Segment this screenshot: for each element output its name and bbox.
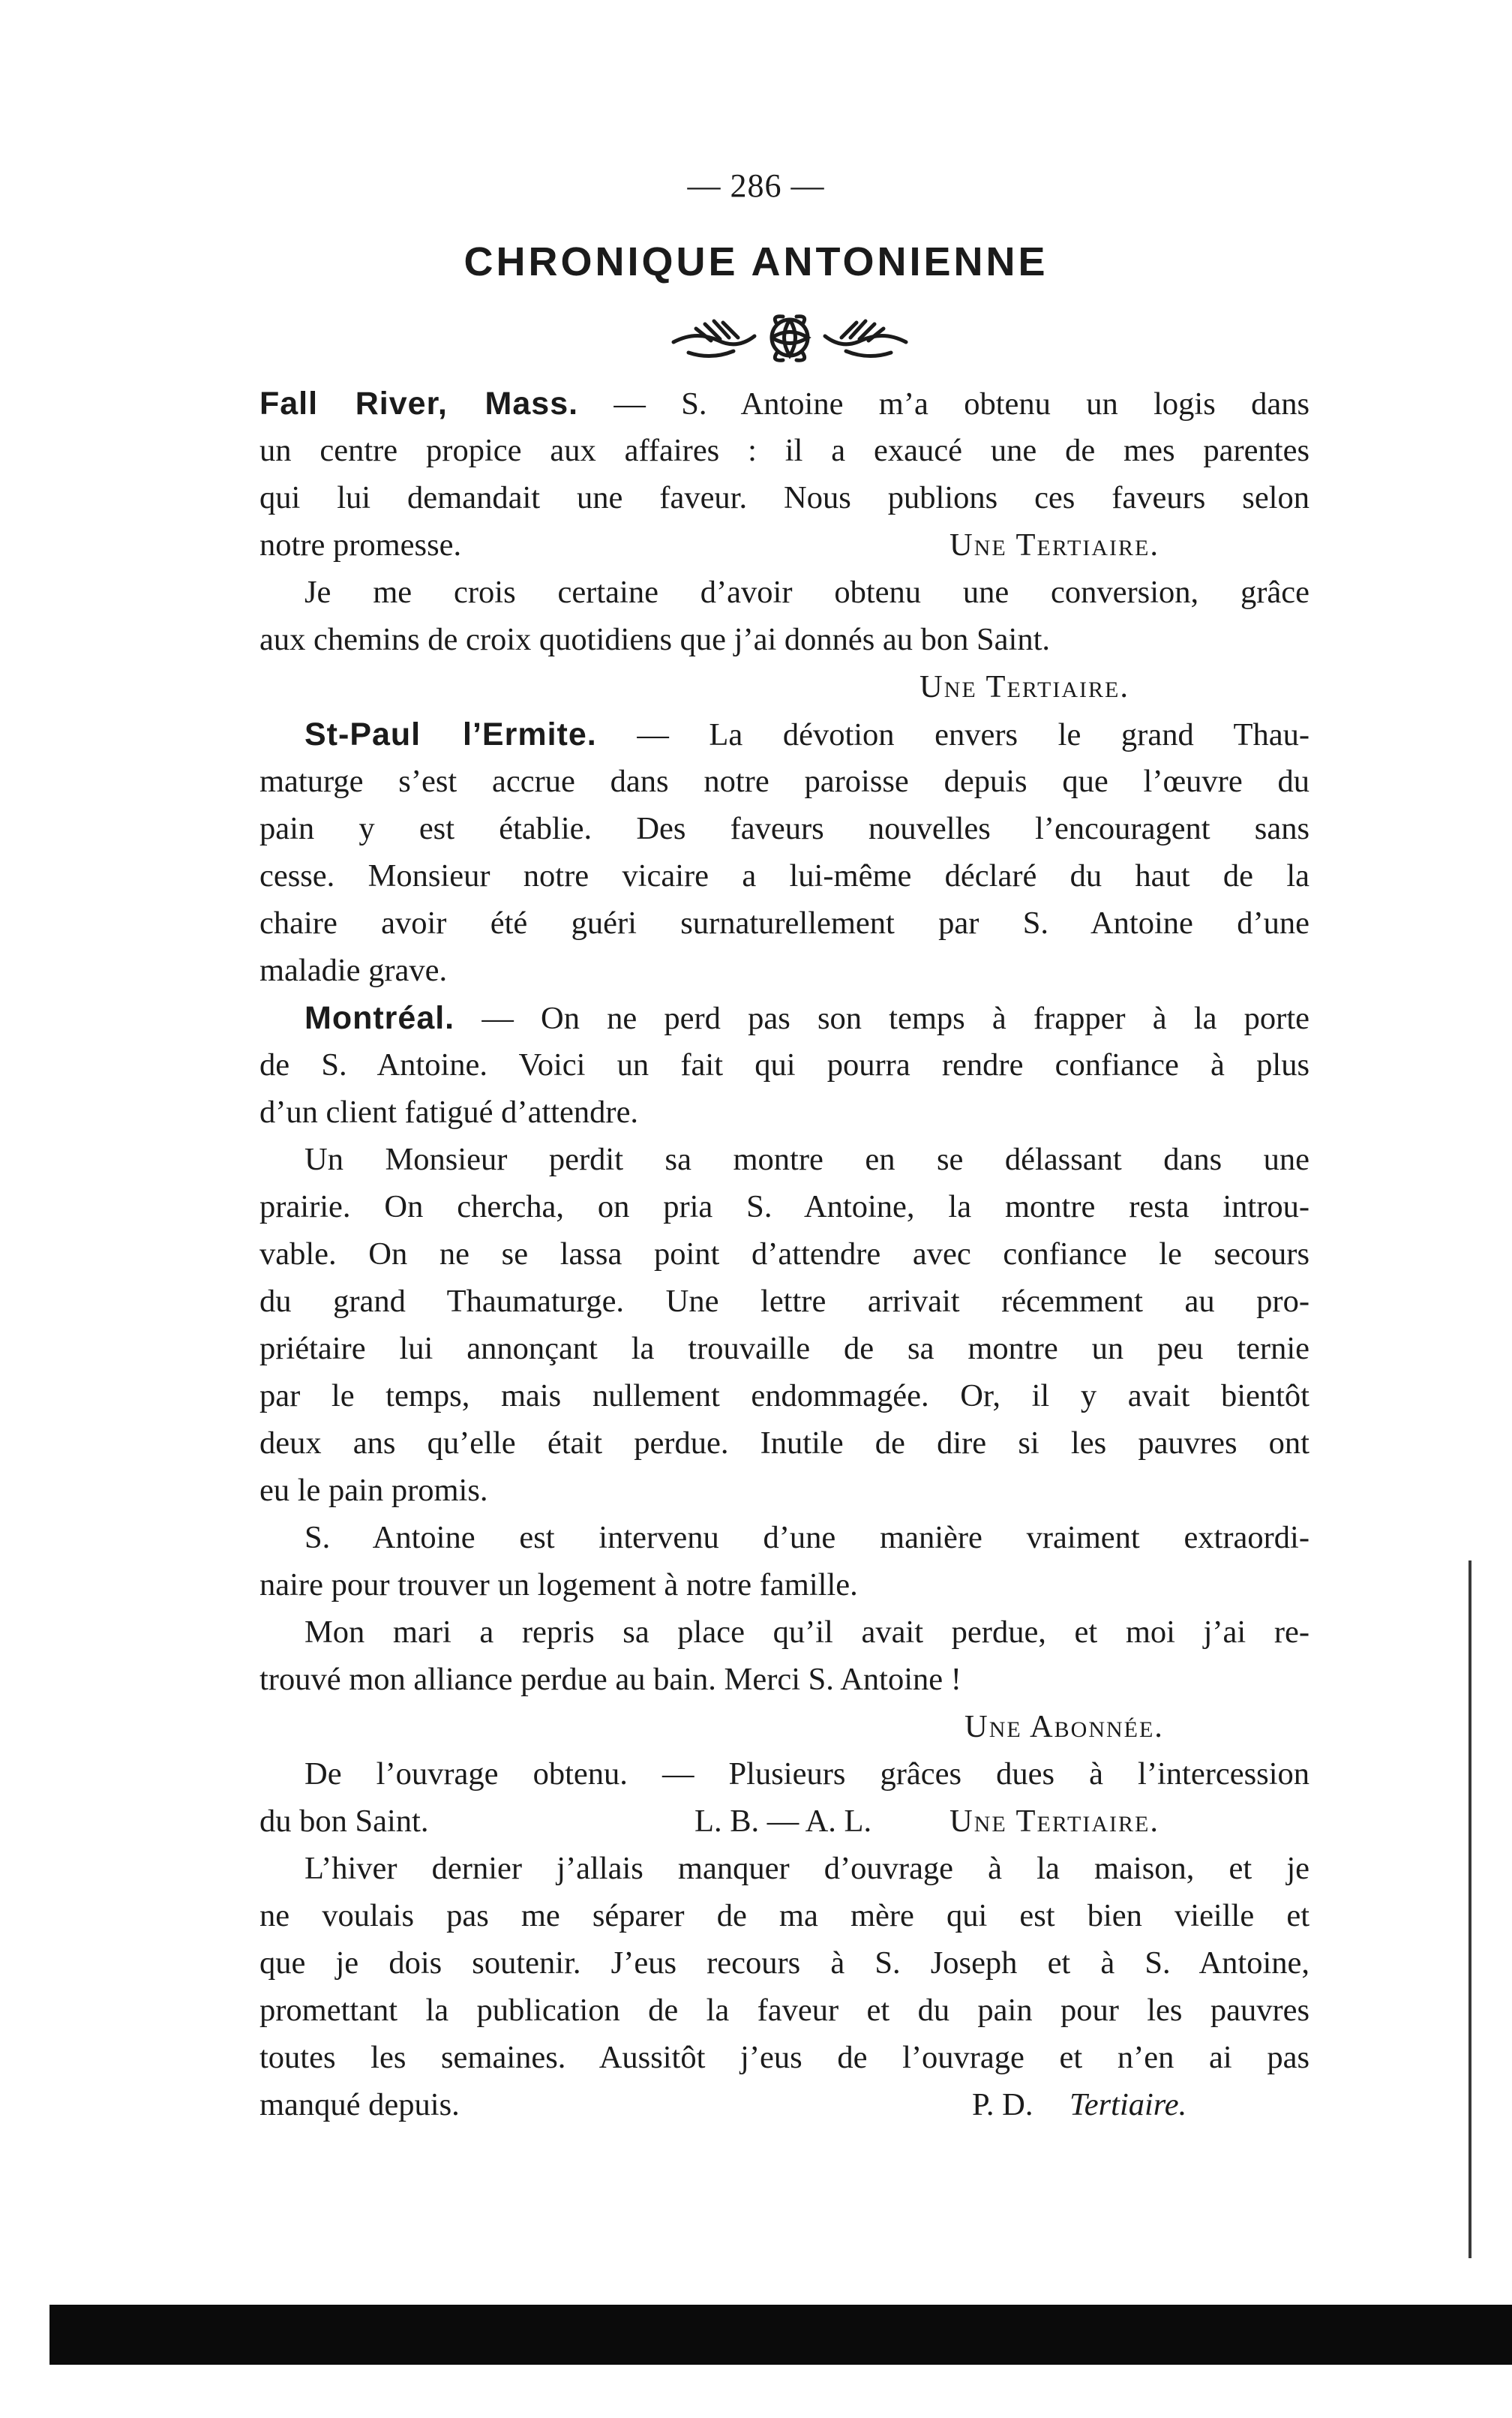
text-line: pain y est établie. Des faveurs nouvelles l’encouragent sans [260, 811, 1310, 846]
text-line: du bon Saint. L. B. — A. L. Une Tertiaire. [260, 1798, 1310, 1846]
entry-heading: Montréal. [304, 1000, 455, 1036]
text-line: Mon mari a repris sa place qu’il avait perdue, et moi j’ai re- [304, 1615, 1310, 1650]
signature: Une Abonnée. [964, 1709, 1164, 1744]
text-line: un centre propice aux affaires : il a exaucé une de mes parentes [260, 433, 1310, 468]
text-line [260, 1703, 1310, 1751]
page-title: CHRONIQUE ANTONIENNE [464, 239, 1048, 284]
text-line: naire pour trouver un logement à notre famille. [260, 1567, 858, 1602]
text-line: maturge s’est accrue dans notre paroisse depuis que l’œuvre du [260, 764, 1310, 799]
text-line: toutes les semaines. Aussitôt j’eus de l’ouvrage et n’en ai pas [260, 2040, 1310, 2075]
text-line: promettant la publication de la faveur et du pain pour les pauvres [260, 1993, 1310, 2028]
signature: Une Tertiaire. [920, 669, 1130, 704]
text-line: Un Monsieur perdit sa montre en se délassant dans une [304, 1142, 1310, 1177]
text-line: De l’ouvrage obtenu. — Plusieurs grâces dues à l’intercession [304, 1756, 1310, 1792]
text-line: du grand Thaumaturge. Une lettre arrivait récemment au pro- [260, 1284, 1310, 1319]
text-line: ne voulais pas me séparer de ma mère qui est bien vieille et [260, 1898, 1310, 1933]
text-line: Je me crois certaine d’avoir obtenu une conversion, grâce [304, 575, 1310, 610]
signature: Une Tertiaire. [950, 1804, 1160, 1839]
text-line: eu le pain promis. [260, 1473, 488, 1508]
initials: P. D. [972, 2087, 1034, 2122]
text-line: qui lui demandait une faveur. Nous publions ces faveurs selon [260, 480, 1310, 515]
text-line: Montréal. — On ne perd pas son temps à frapper à la porte [304, 1000, 1310, 1036]
text-line: trouvé mon alliance perdue au bain. Merci S. Antoine ! [260, 1662, 962, 1697]
text-line: St-Paul l’Ermite. — La dévotion envers le grand Thau- [304, 716, 1310, 752]
text-line: aux chemins de croix quotidiens que j’ai donnés au bon Saint. [260, 622, 1051, 657]
text-line [260, 663, 1310, 711]
text-line: d’un client fatigué d’attendre. [260, 1095, 639, 1130]
text-line: chaire avoir été guéri surnaturellement par S. Antoine d’une [260, 906, 1310, 941]
initials: L. B. — A. L. [694, 1804, 872, 1839]
entry-heading: St-Paul l’Ermite. [304, 716, 597, 752]
text-line: maladie grave. [260, 953, 448, 988]
text-line: que je dois soutenir. J’eus recours à S. Joseph et à S. Antoine, [260, 1945, 1310, 1981]
scan-edge-bar [50, 2305, 1512, 2365]
entry-heading: Fall River, Mass. [260, 386, 579, 422]
floral-divider-icon [666, 308, 914, 369]
text-line: par le temps, mais nullement endommagée. Or, il y avait bientôt [260, 1378, 1310, 1413]
text-line: S. Antoine est intervenu d’une manière vraiment extraordi- [304, 1520, 1310, 1555]
text-line: cesse. Monsieur notre vicaire a lui-même déclaré du haut de la [260, 858, 1310, 894]
text-line: vable. On ne se lassa point d’attendre avec confiance le secours [260, 1236, 1310, 1272]
page-number: — 286 — [687, 167, 825, 204]
signature: Une Tertiaire. [950, 527, 1160, 563]
text-line: deux ans qu’elle était perdue. Inutile de dire si les pauvres ont [260, 1425, 1310, 1461]
scan-margin-line [1468, 1560, 1472, 2258]
text-line: Fall River, Mass. — S. Antoine m’a obtenu un logis dans [260, 386, 1310, 422]
signature: Tertiaire. [1070, 2087, 1187, 2122]
text-line: prairie. On chercha, on pria S. Antoine, la montre resta introu- [260, 1189, 1310, 1224]
text-line: L’hiver dernier j’allais manquer d’ouvrage à la maison, et je [304, 1851, 1310, 1886]
text-line: manqué depuis. P. D. Tertiaire. [260, 2081, 1310, 2129]
text-line: priétaire lui annonçant la trouvaille de sa montre un peu ternie [260, 1331, 1310, 1366]
text-line: notre promesse. Une Tertiaire. [260, 521, 1310, 569]
text-line: de S. Antoine. Voici un fait qui pourra rendre confiance à plus [260, 1047, 1310, 1083]
